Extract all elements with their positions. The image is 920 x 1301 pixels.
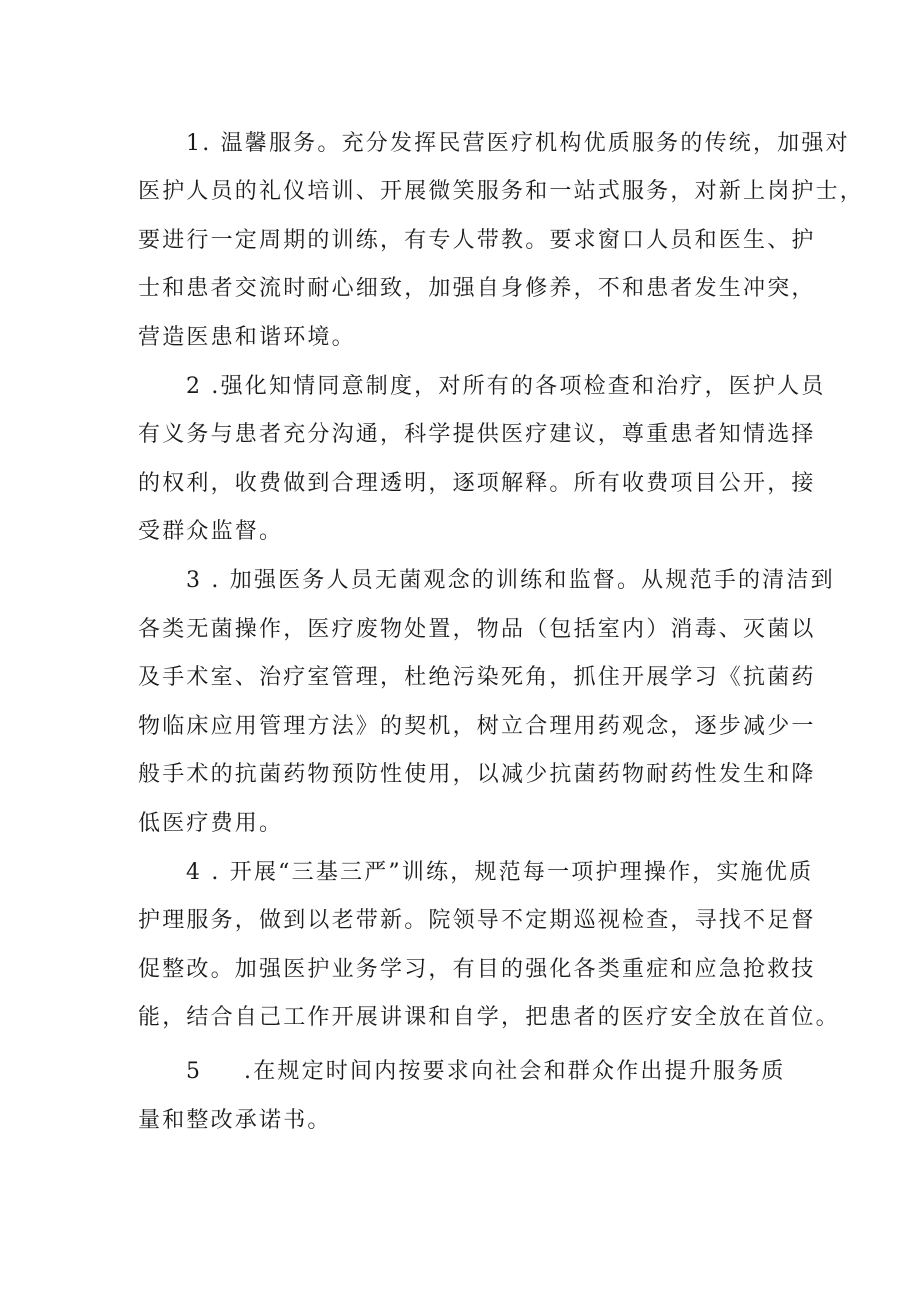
paragraph-4-line-2: 护理服务，做到以老带新。院领导不定期巡视检查，寻找不足督 <box>138 908 816 933</box>
paragraph-5-line-2: 量和整改承诺书。 <box>138 1108 332 1133</box>
paragraph-1-line-2: 医护人员的礼仪培训、开展微笑服务和一站式服务，对新上岗护士， <box>138 179 865 204</box>
paragraph-3-line-3: 及手术室、治疗室管理，杜绝污染死角，抓住开展学习《抗菌药 <box>138 665 816 690</box>
paragraph-1-line-4: 士和患者交流时耐心细致，加强自身修养，不和患者发生冲突， <box>138 276 816 301</box>
paragraph-3-line-1: 3 . 加强医务人员无菌观念的训练和监督。从规范手的清洁到 <box>186 568 835 593</box>
paragraph-3-line-2: 各类无菌操作，医疗废物处置，物品（包括室内）消毒、灭菌以 <box>138 617 816 642</box>
paragraph-4-line-3: 促整改。加强医护业务学习，有目的强化各类重症和应急抢救技 <box>138 957 816 982</box>
paragraph-3-line-5: 般手术的抗菌药物预防性使用，以减少抗菌药物耐药性发生和降 <box>138 762 816 787</box>
paragraph-5-number: 5 <box>186 1059 203 1084</box>
paragraph-2-line-4: 受群众监督。 <box>138 519 284 544</box>
paragraph-1-line-5: 营造医患和谐环境。 <box>138 325 356 350</box>
paragraph-2-line-1: 2 .强化知情同意制度，对所有的各项检查和治疗，医护人员 <box>186 374 826 399</box>
paragraph-1-line-3: 要进行一定周期的训练，有专人带教。要求窗口人员和医生、护 <box>138 228 816 253</box>
paragraph-4-line-4: 能，结合自己工作开展讲课和自学，把患者的医疗安全放在首位。 <box>138 1005 840 1030</box>
paragraph-3-line-6: 低医疗费用。 <box>138 811 284 836</box>
paragraph-2-line-3: 的权利，收费做到合理透明，逐项解释。所有收费项目公开，接 <box>138 471 816 496</box>
paragraph-1-line-1: 1. 温馨服务。充分发挥民营医疗机构优质服务的传统，加强对 <box>186 131 850 156</box>
paragraph-3-line-4: 物临床应用管理方法》的契机，树立合理用药观念，逐步减少一 <box>138 714 816 739</box>
paragraph-5-line-1: .在规定时间内按要求向社会和群众作出提升服务质 <box>244 1059 786 1084</box>
paragraph-4-line-1: 4 . 开展“三基三严”训练，规范每一项护理操作，实施优质 <box>186 860 814 885</box>
paragraph-2-line-2: 有义务与患者充分沟通，科学提供医疗建议，尊重患者知情选择 <box>138 422 816 447</box>
